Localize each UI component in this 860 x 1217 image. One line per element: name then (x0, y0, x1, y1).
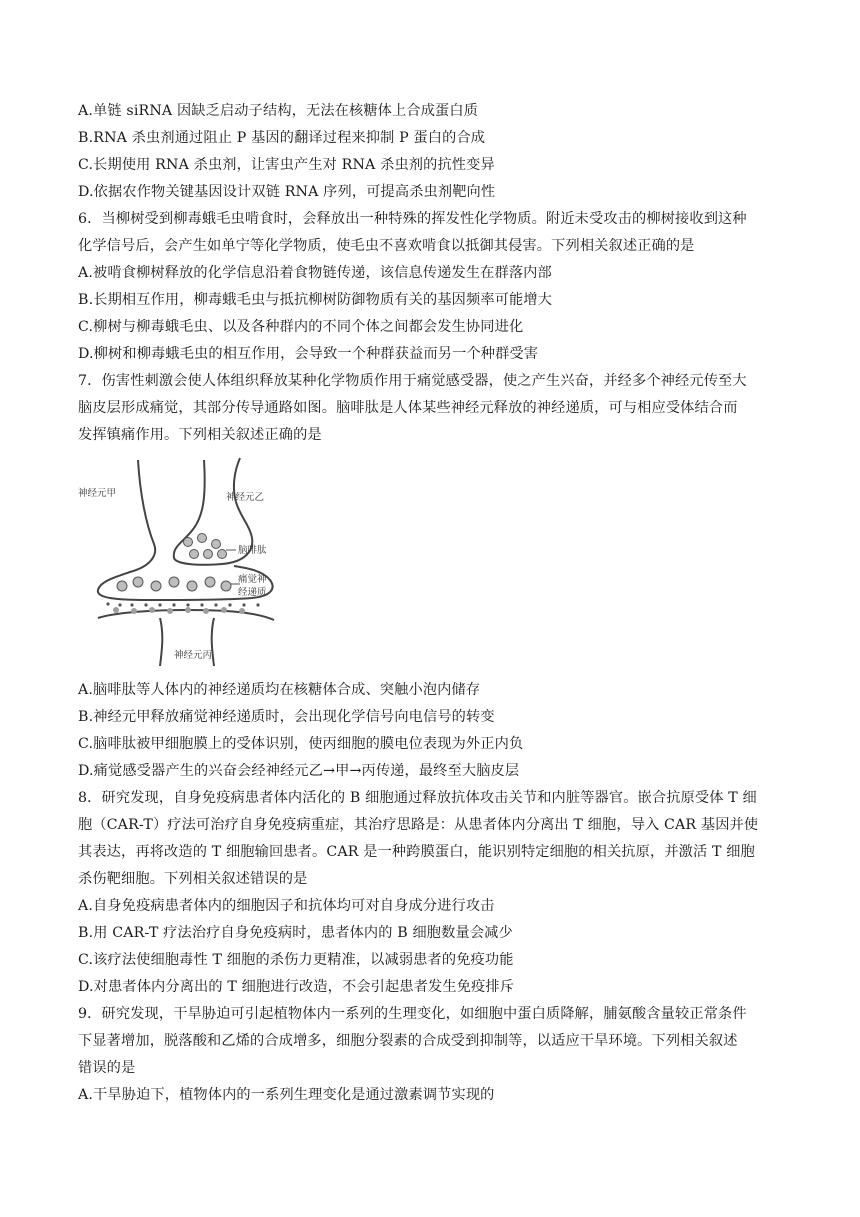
q8-stem-line-1: 8．研究发现，自身免疫病患者体内活化的 B 细胞通过释放抗体攻击关节和内脏等器官。嵌合抗原受体 T 细 (78, 790, 757, 806)
synapse-figure (76, 454, 286, 666)
q8-option-b: B.用 CAR-T 疗法治疗自身免疫病时，患者体内的 B 细胞数量会减少 (78, 925, 513, 941)
label-pain-nt-line-2: 经递质 (238, 587, 267, 598)
q6-stem-line-2: 化学信号后，会产生如单宁等化学物质，使毛虫不喜欢啃食以抵御其侵害。下列相关叙述正确的是 (78, 238, 695, 254)
q8-stem-line-3: 其表达，再将改造的 T 细胞输回患者。CAR 是一种跨膜蛋白，能识别特定细胞的相关抗原，并激活 T 细胞 (78, 844, 755, 860)
receptor-dots (106, 602, 259, 606)
label-pain-nt-line-1: 痛觉神 (238, 574, 267, 585)
label-neuron-a: 神经元甲 (78, 488, 117, 499)
q7-option-d: D.痛觉感受器产生的兴奋会经神经元乙→甲→丙传递，最终至大脑皮层 (78, 763, 520, 779)
q7-option-a: A.脑啡肽等人体内的神经递质均在核糖体合成、突触小泡内储存 (78, 682, 481, 698)
q6-option-c: C.柳树与柳毒蛾毛虫、以及各种群内的不同个体之间都会发生协同进化 (78, 319, 524, 335)
q7-option-b: B.神经元甲释放痛觉神经递质时，会出现化学信号向电信号的转变 (78, 709, 495, 725)
q6-option-a: A.被啃食柳树释放的化学信息沿着食物链传递，该信息传递发生在群落内部 (78, 265, 552, 281)
label-enkephalin: 脑啡肽 (238, 545, 267, 556)
q5-option-a: A.单链 siRNA 因缺乏启动子结构，无法在核糖体上合成蛋白质 (78, 103, 479, 119)
q5-option-c: C.长期使用 RNA 杀虫剂，让害虫产生对 RNA 杀虫剂的抗性变异 (78, 157, 495, 173)
q6-option-d: D.柳树和柳毒蛾毛虫的相互作用，会导致一个种群获益而另一个种群受害 (78, 346, 539, 362)
q5-option-b: B.RNA 杀虫剂通过阻止 P 基因的翻译过程来抑制 P 蛋白的合成 (78, 130, 486, 146)
pain-nt-vesicles (117, 577, 231, 591)
q8-stem-line-2: 胞（CAR-T）疗法可治疗自身免疫病重症，其治疗思路是：从患者体内分离出 T 细胞，导入 CAR 基因并使 (78, 817, 759, 833)
q8-option-d: D.对患者体内分离出的 T 细胞进行改造，不会引起患者发生免疫排斥 (78, 979, 515, 995)
q9-stem-line-1: 9．研究发现，干旱胁迫可引起植物体内一系列的生理变化，如细胞中蛋白质降解，脯氨酸含量较正常条件 (78, 1006, 747, 1022)
q7-option-c: C.脑啡肽被甲细胞膜上的受体识别，使丙细胞的膜电位表现为外正内负 (78, 736, 524, 752)
q8-option-a: A.自身免疫病患者体内的细胞因子和抗体均可对自身成分进行攻击 (78, 898, 495, 914)
enkephalin-vesicles (184, 534, 227, 559)
q8-option-c: C.该疗法使细胞毒性 T 细胞的杀伤力更精准，以减弱患者的免疫功能 (78, 952, 514, 968)
q5-option-d: D.依据农作物关键基因设计双链 RNA 序列，可提高杀虫剂靶向性 (78, 184, 496, 200)
q7-stem-line-3: 发挥镇痛作用。下列相关叙述正确的是 (78, 427, 322, 443)
label-neuron-b: 神经元乙 (226, 492, 265, 503)
q7-stem-line-2: 脑皮层形成痛觉，其部分传导通路如图。脑啡肽是人体某些神经元释放的神经递质，可与相应受体结合而 (78, 400, 738, 416)
q9-stem-line-3: 错误的是 (78, 1060, 136, 1076)
q6-stem-line-1: 6．当柳树受到柳毒蛾毛虫啃食时，会释放出一种特殊的挥发性化学物质。附近未受攻击的柳树接收到这种 (78, 211, 747, 227)
q8-stem-line-4: 杀伤靶细胞。下列相关叙述错误的是 (78, 871, 308, 887)
q7-stem-line-1: 7．伤害性刺激会使人体组织释放某种化学物质作用于痛觉感受器，使之产生兴奋，并经多个神经元传至大 (78, 373, 747, 389)
q9-option-a: A.干旱胁迫下，植物体内的一系列生理变化是通过激素调节实现的 (78, 1087, 495, 1103)
label-neuron-c: 神经元丙 (174, 650, 213, 661)
q9-stem-line-2: 下显著增加，脱落酸和乙烯的合成增多，细胞分裂素的合成受到抑制等，以适应干旱环境。下列相关叙述 (78, 1033, 738, 1049)
q6-option-b: B.长期相互作用，柳毒蛾毛虫与抵抗柳树防御物质有关的基因频率可能增大 (78, 292, 553, 308)
